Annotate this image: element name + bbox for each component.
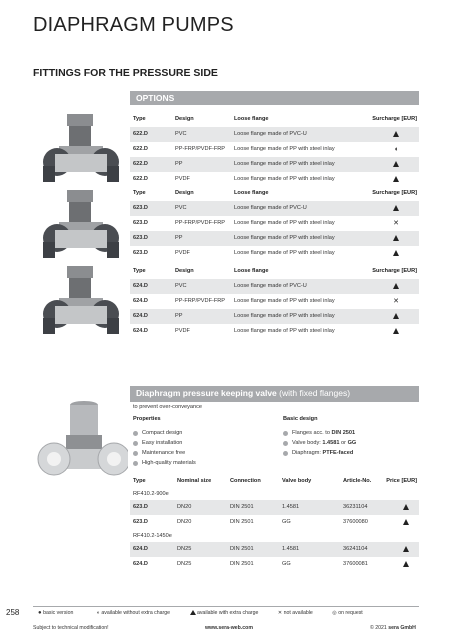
page-title: DIAPHRAGM PUMPS [33,14,234,36]
footer-divider [33,606,419,607]
list-item: High-quality materials [133,458,196,468]
triangle-icon [393,127,399,142]
list-item: Easy installation [133,438,196,448]
footer-url[interactable]: www.sera-web.com [205,625,253,631]
triangle-icon [403,515,409,530]
cross-icon: ✕ [393,298,399,305]
question-icon: ◎ [332,610,337,616]
triangle-icon [403,557,409,572]
triangle-icon [393,246,399,261]
valve-table [130,474,419,572]
section-label: RF410.2-1450e [133,533,172,539]
table-row: 624.D PVC Loose flange made of PVC-U [130,279,419,294]
valve-image [36,393,128,493]
table-row: 624.D PP Loose flange made of PP with steel inlay [130,309,419,324]
bullet-icon [133,461,138,466]
circle-half-icon: ◐ [96,610,100,616]
table-header: Type Design Loose flange Surcharge [EUR] [133,268,417,274]
pump-image-624 [35,262,127,336]
valve-intro: to prevent over-conveyance [133,404,203,410]
table-header: Type Design Loose flange Surcharge [EUR] [133,190,417,196]
footer-note: Subject to technical modification! [33,625,109,631]
bullet-icon [283,431,288,436]
table-row: 623.D PP Loose flange made of PP with steel inlay [130,231,419,246]
list-item: Maintenance free [133,448,196,458]
list-item: Diaphragm: PTFE-faced [283,448,356,458]
table-row: 624.D PP-FRP/PVDF-FRP Loose flange made of PP with steel inlay ✕ [130,294,419,309]
list-item: Flanges acc. to DIN 2501 [283,428,356,438]
pump-image-623 [35,186,127,260]
options-table-622 [130,112,419,187]
legend: ● basic version ◐ available without extra charge available with extra charge ✕ not available ◎ on request [38,610,363,616]
section-title: FITTINGS FOR THE PRESSURE SIDE [33,67,218,79]
triangle-icon [393,201,399,216]
table-row: 623.D DN20 DIN 2501 1.4581 36231104 [130,500,419,515]
options-table-623 [130,186,419,261]
table-row: 623.D DN20 DIN 2501 GG 37600080 [130,515,419,530]
triangle-icon [403,542,409,557]
footer-copyright: © 2021 sera GmbH [370,625,416,631]
bullet-icon [283,451,288,456]
triangle-icon [403,500,409,515]
triangle-icon [393,324,399,339]
section-label: RF410.2-900e [133,491,169,497]
triangle-icon [393,172,399,187]
table-row: 622.D PVC Loose flange made of PVC-U [130,127,419,142]
page-number: 258 [6,608,20,617]
table-row: 623.D PVDF Loose flange made of PP with steel inlay [130,246,419,261]
options-label: OPTIONS [136,93,175,103]
table-row: 624.D PVDF Loose flange made of PP with steel inlay [130,324,419,339]
list-item: Compact design [133,428,196,438]
triangle-icon [393,309,399,324]
filled-circle-icon: ● [38,610,42,616]
bullet-icon [133,431,138,436]
table-row: 623.D PP-FRP/PVDF-FRP Loose flange made of PP with steel inlay ✕ [130,216,419,231]
basic-design-list [283,428,356,458]
cross-icon: ✕ [393,220,399,227]
table-row: 622.D PP Loose flange made of PP with steel inlay [130,157,419,172]
options-table-624 [130,264,419,339]
table-header: Type Nominal size Connection Valve body Article-No. Price [EUR] [133,478,417,484]
cross-icon: ✕ [277,610,283,616]
basic-design-heading: Basic design [283,416,318,422]
triangle-icon [393,231,399,246]
options-bar [130,91,419,105]
triangle-icon [190,610,196,616]
bullet-icon [133,451,138,456]
circle-half-icon: ◐ [394,146,399,153]
bullet-icon [133,441,138,446]
table-row: 623.D PVC Loose flange made of PVC-U [130,201,419,216]
valve-title-bar: Diaphragm pressure keeping valve (with fixed flanges) [130,386,419,402]
triangle-icon [393,279,399,294]
table-row: 624.D DN25 DIN 2501 1.4581 36241104 [130,542,419,557]
table-row: 624.D DN25 DIN 2501 GG 37600081 [130,557,419,572]
table-header: Type Design Loose flange Surcharge [EUR] [133,116,417,122]
triangle-icon [393,157,399,172]
bullet-icon [283,441,288,446]
properties-list [133,428,196,468]
list-item: Valve body: 1.4581 or GG [283,438,356,448]
properties-heading: Properties [133,416,161,422]
table-row: 622.D PVDF Loose flange made of PP with steel inlay [130,172,419,187]
pump-image-622 [35,110,127,184]
table-row: 622.D PP-FRP/PVDF-FRP Loose flange made of PP with steel inlay ◐ [130,142,419,157]
